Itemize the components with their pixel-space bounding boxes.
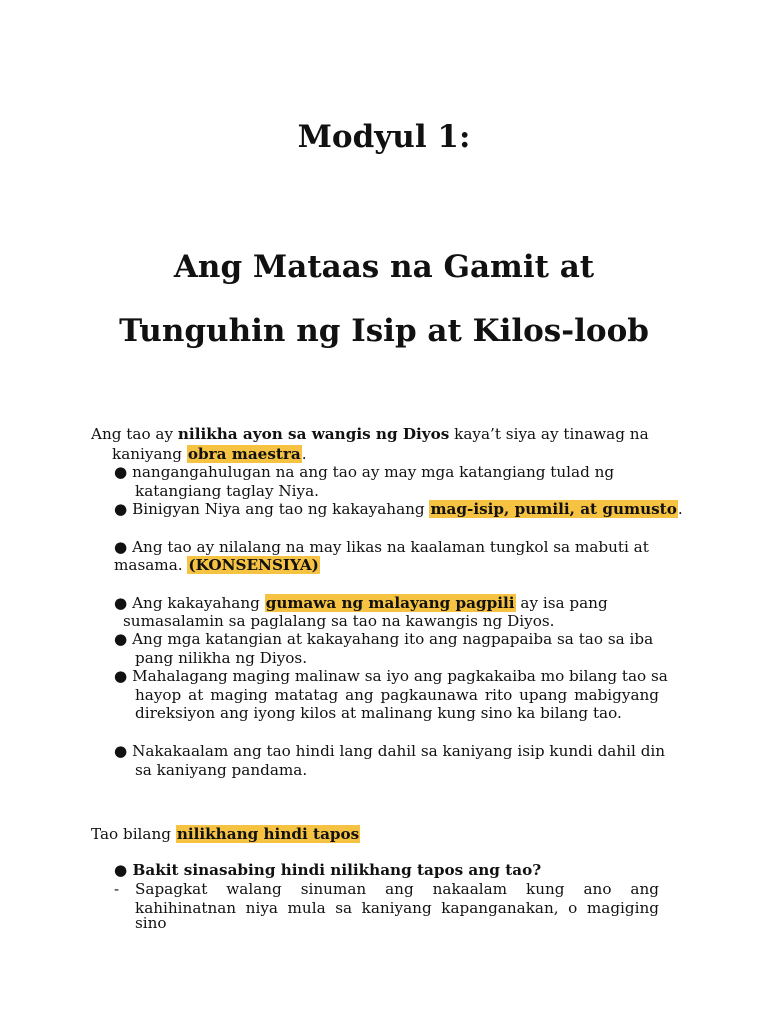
text-span: . (301, 445, 307, 463)
answer-1-line-2: kahihinatnan niya mula sa kaniyang kapanganakan, o magiging sino (135, 899, 659, 933)
text-span: masama. (114, 556, 188, 574)
bold-question: ● Bakit sinasabing hindi nilikhang tapos ang tao? (114, 861, 542, 879)
text-span: . (677, 500, 683, 518)
highlight-konsensiya: (KONSENSIYA) (188, 556, 319, 574)
paragraph-1-line-1 (91, 427, 649, 442)
bullet-4-line-2: sumasalamin sa paglalang sa tao na kawangis ng Diyos. (123, 612, 555, 630)
bullet-3-line-2 (114, 558, 320, 573)
title-line-2: Tunguhin ng Isip at Kilos-loob (119, 313, 649, 349)
text-span: Ang tao ay (91, 425, 178, 443)
text-span: Tao bilang (91, 825, 176, 843)
title-line-1: Ang Mataas na Gamit at (173, 249, 595, 285)
module-heading: Modyul 1: (297, 119, 471, 155)
highlight-obra-maestra: obra maestra (187, 445, 301, 463)
bullet-6-line-3: direksiyon ang iyong kilos at malinang kung sino ka bilang tao. (135, 704, 622, 722)
bold-phrase: nilikha ayon sa wangis ng Diyos (177, 425, 450, 443)
section-2-heading (91, 827, 360, 842)
bullet-5-line-2: pang nilikha ng Diyos. (135, 649, 308, 667)
text-span: kaya’t siya ay tinawag na (449, 425, 649, 443)
bullet-3-line-1: ● Ang tao ay nilalang na may likas na kaalaman tungkol sa mabuti at (114, 538, 649, 556)
question-1 (114, 863, 541, 878)
bullet-6-line-2: hayop at maging matatag ang pagkaunawa rito upang mabigyang (135, 686, 659, 704)
bullet-1-line-1: ● nangangahulugan na ang tao ay may mga katangiang tulad ng (114, 463, 615, 481)
paragraph-1-line-2 (112, 447, 307, 462)
text-span: kaniyang (112, 445, 187, 463)
highlight-nilikhang-hindi-tapos: nilikhang hindi tapos (176, 825, 360, 843)
bullet-4-line-1 (114, 596, 608, 611)
bullet-7-line-1: ● Nakakaalam ang tao hindi lang dahil sa kaniyang isip kundi dahil din (114, 742, 666, 760)
highlight-malayang-pagpili: gumawa ng malayang pagpili (265, 594, 515, 612)
bullet-7-line-2: sa kaniyang pandama. (135, 761, 308, 779)
text-span: ● Binigyan Niya ang tao ng kakayahang (114, 500, 430, 518)
bullet-5-line-1: ● Ang mga katangian at kakayahang ito ang nagpapaiba sa tao sa iba (114, 630, 654, 648)
highlight-mag-isip: mag-isip, pumili, at gumusto (430, 500, 677, 518)
answer-1-line-1: Sapagkat walang sinuman ang nakaalam kung ano ang (135, 880, 659, 898)
bullet-6-line-1: ● Mahalagang maging malinaw sa iyo ang pagkakaiba mo bilang tao sa (114, 667, 668, 685)
text-span: ay isa pang (515, 594, 608, 612)
bullet-1-line-2: katangiang taglay Niya. (135, 482, 319, 500)
text-span: ● Ang kakayahang (114, 594, 265, 612)
dash-marker: - (114, 880, 120, 898)
bullet-2-line-1 (114, 502, 683, 517)
